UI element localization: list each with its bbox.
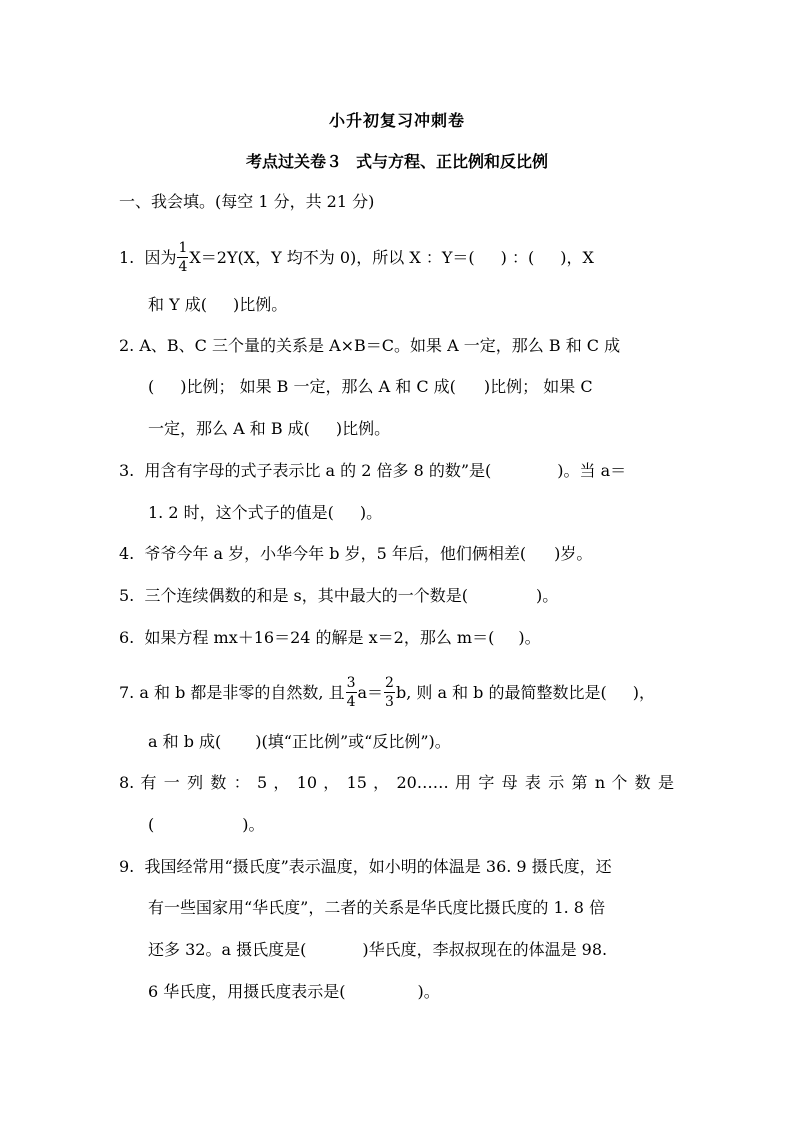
question-number: 1.	[119, 248, 135, 267]
fraction-denominator: 3	[385, 694, 394, 710]
question-text: )岁。	[554, 544, 593, 563]
question-text: (	[148, 377, 155, 396]
question-text: 三个连续偶数的和是 s，其中最大的一个数是(	[144, 586, 468, 605]
question-text: 一定，那么 A 和 B 成(	[148, 419, 310, 438]
fraction-denominator: 4	[346, 694, 356, 710]
question-text: )比例； 如果 B 一定，那么 A 和 C 成(	[180, 377, 456, 396]
question-number: 9.	[119, 857, 135, 876]
question-text: )，X	[560, 248, 594, 267]
question-text: a 和 b 成(	[148, 732, 222, 751]
question-text: )。当 a＝	[557, 461, 627, 480]
section-heading: 一、我会填。(每空 1 分，共 21 分)	[119, 192, 375, 211]
question-text: 因为	[144, 248, 177, 267]
question-number: 5.	[119, 586, 135, 605]
question-3-line-1	[119, 461, 626, 481]
question-text: 我国经常用“摄氏度”表示温度，如小明的体温是 36. 9 摄氏度，还	[144, 857, 612, 876]
question-7-line-1	[119, 677, 655, 710]
question-text: )。	[359, 503, 383, 522]
fraction	[177, 241, 188, 274]
question-5	[119, 586, 558, 606]
question-text: a 和 b 都是非零的自然数, 且	[139, 683, 345, 702]
question-text: )。	[417, 982, 440, 1001]
question-text: )。	[535, 586, 559, 605]
fraction	[384, 676, 395, 709]
fraction-denominator: 4	[178, 259, 188, 275]
question-text: 和 Y 成(	[148, 295, 207, 314]
question-9-line-4	[148, 982, 440, 1002]
fraction-numerator: 2	[385, 675, 394, 691]
question-text: 如果方程 mx＋16＝24 的解是 x＝2，那么 m＝(	[144, 628, 495, 647]
question-2-line-1	[119, 336, 620, 356]
question-text: )比例。	[232, 295, 288, 314]
question-text: a＝	[357, 683, 384, 702]
question-number: 8.	[119, 773, 135, 792]
question-text: )。	[518, 628, 541, 647]
question-number: 2.	[119, 336, 135, 355]
question-3-line-2	[148, 503, 382, 523]
question-8-line-1	[119, 773, 674, 793]
question-number: 4.	[119, 544, 135, 563]
question-text: 用含有字母的式子表示比 a 的 2 倍多 8 的数”是(	[144, 461, 492, 480]
question-text: b, 则 a 和 b 的最简整数比是(	[395, 683, 607, 702]
question-text: 爷爷今年 a 岁，小华今年 b 岁，5 年后，他们俩相差(	[144, 544, 527, 563]
question-2-line-3	[148, 419, 390, 439]
question-text: )。	[242, 815, 265, 834]
question-number: 7.	[119, 683, 135, 702]
question-text: 还多 32。a 摄氏度是(	[148, 940, 307, 959]
question-1-line-1	[119, 242, 594, 275]
question-text: )比例。	[335, 419, 391, 438]
question-9-line-3	[148, 940, 607, 960]
question-text: A、B、C 三个量的关系是 A×B＝C。如果 A 一定，那么 B 和 C 成	[139, 336, 621, 355]
question-text: )，	[632, 683, 656, 702]
question-number: 3.	[119, 461, 135, 480]
question-text: 有一些国家用“华氏度”，二者的关系是华氏度比摄氏度的 1. 8 倍	[148, 898, 606, 917]
question-7-line-2	[148, 732, 451, 752]
question-text: )华氏度，李叔叔现在的体温是 98.	[362, 940, 608, 959]
subtitle-part-2: 式与方程、正比例和反比例	[356, 152, 549, 171]
fraction-numerator: 1	[178, 240, 188, 256]
question-number: 6.	[119, 628, 135, 647]
question-6	[119, 628, 541, 648]
question-text: ) ：(	[500, 248, 535, 267]
fraction	[346, 676, 357, 709]
question-text: 有 一 列 数 ： 5 ， 10 ， 15 ， 20…… 用 字 母 表 示 第 n 个 数 是	[140, 773, 674, 792]
subtitle-part-1: 考点过关卷３	[245, 152, 342, 171]
question-text: 1. 2 时，这个式子的值是(	[148, 503, 334, 522]
question-text: (	[148, 815, 155, 834]
fraction-numerator: 3	[346, 675, 356, 691]
question-text: X＝2Y(X，Y 均不为 0)，所以 X ：Y＝(	[189, 248, 475, 267]
question-text: 6 华氏度，用摄氏度表示是(	[148, 982, 346, 1001]
question-text: )比例； 如果 C	[483, 377, 593, 396]
question-2-line-2	[148, 377, 593, 397]
question-text: )(填“正比例”或“反比例”)。	[255, 732, 451, 751]
question-1-line-2	[148, 295, 287, 315]
question-9-line-2	[148, 898, 605, 918]
question-4	[119, 544, 592, 564]
question-9-line-1	[119, 857, 612, 877]
exam-subtitle	[0, 149, 794, 172]
exam-title: 小升初复习冲刺卷	[328, 111, 465, 130]
question-8-line-2	[148, 815, 265, 835]
